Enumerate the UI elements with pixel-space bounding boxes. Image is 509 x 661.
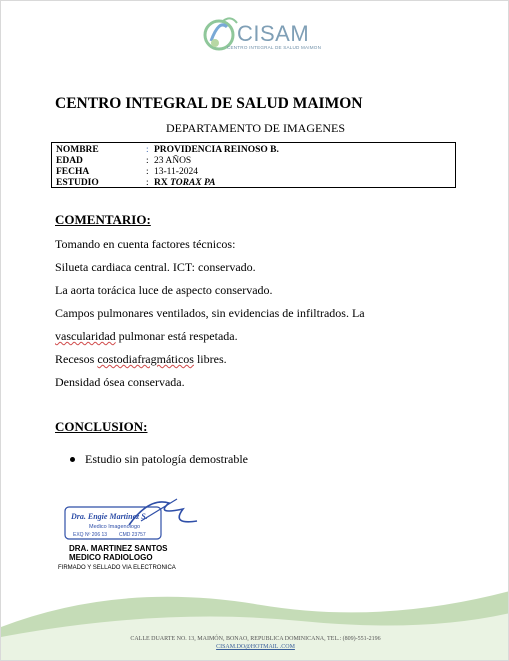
study-value [154,178,215,188]
study-value-plain: RX [154,178,171,188]
patient-info-box [51,142,456,188]
logo-subtitle: CENTRO INTEGRAL DE SALUD MAIMON [227,45,322,50]
comment-text: Recesos [55,352,98,366]
exam-date-value: 13-11-2024 [154,167,198,177]
logo-name: CISAM [237,21,310,46]
study-value-italic: TORAX PA [170,178,216,188]
info-label: ESTUDIO [56,178,99,188]
spellcheck-word: vascularidad [55,329,116,343]
info-label: FECHA [56,167,90,177]
comment-text: libres. [193,352,227,366]
bullet-icon [70,457,75,462]
stamp-name: Dra. Engie Martinez S. [71,512,148,521]
comment-line [55,329,238,344]
conclusion-heading: CONCLUSION: [55,419,148,434]
info-separator: : [146,145,149,155]
conclusion-item: Estudio sin patología demostrable [85,452,248,466]
patient-age-value: 23 AÑOS [154,156,192,166]
comment-line: Densidad ósea conservada. [55,375,185,389]
comment-line: Silueta cardiaca central. ICT: conservado. [55,260,256,274]
stamp-cmd: CMD 23757 [119,532,146,538]
page-title: CENTRO INTEGRAL DE SALUD MAIMON [55,95,363,112]
comment-line: Tomando en cuenta factores técnicos: [55,237,236,251]
comment-line: La aorta torácica luce de aspecto conservado. [55,283,273,297]
comment-line [55,352,227,367]
comment-text: pulmonar está respetada. [115,329,238,343]
doctor-title: MEDICO RADIOLOGO [69,553,153,562]
footer-email[interactable]: CISAM.DO@HOTMAIL .COM [216,644,295,650]
stamp-exequatur: EXQ Nº 206 13 [73,532,108,538]
info-separator: : [146,156,149,166]
info-separator: : [146,178,149,188]
comentario-heading: COMENTARIO: [55,212,151,227]
info-separator: : [146,167,149,177]
info-label: EDAD [56,156,83,166]
signed-note: FIRMADO Y SELLADO VIA ELECTRONICA [58,565,176,571]
info-label: NOMBRE [56,145,99,155]
doctor-name: DRA. MARTINEZ SANTOS [69,544,168,553]
comment-line: Campos pulmonares ventilados, sin evidencias de infiltrados. La [55,306,365,320]
department-title: DEPARTAMENTO DE IMAGENES [166,121,345,135]
stamp-title: Medico Imagenologo [89,524,141,530]
footer-address: CALLE DUARTE NO. 13, MAIMÓN, BONAO, REPUBLICA DOMINICANA, TEL.: (809)-551-2196 [130,636,381,642]
spellcheck-word: costodiafragmáticos [97,352,194,366]
patient-name-value: PROVIDENCIA REINOSO B. [154,145,279,155]
signature-stamp [59,495,199,543]
